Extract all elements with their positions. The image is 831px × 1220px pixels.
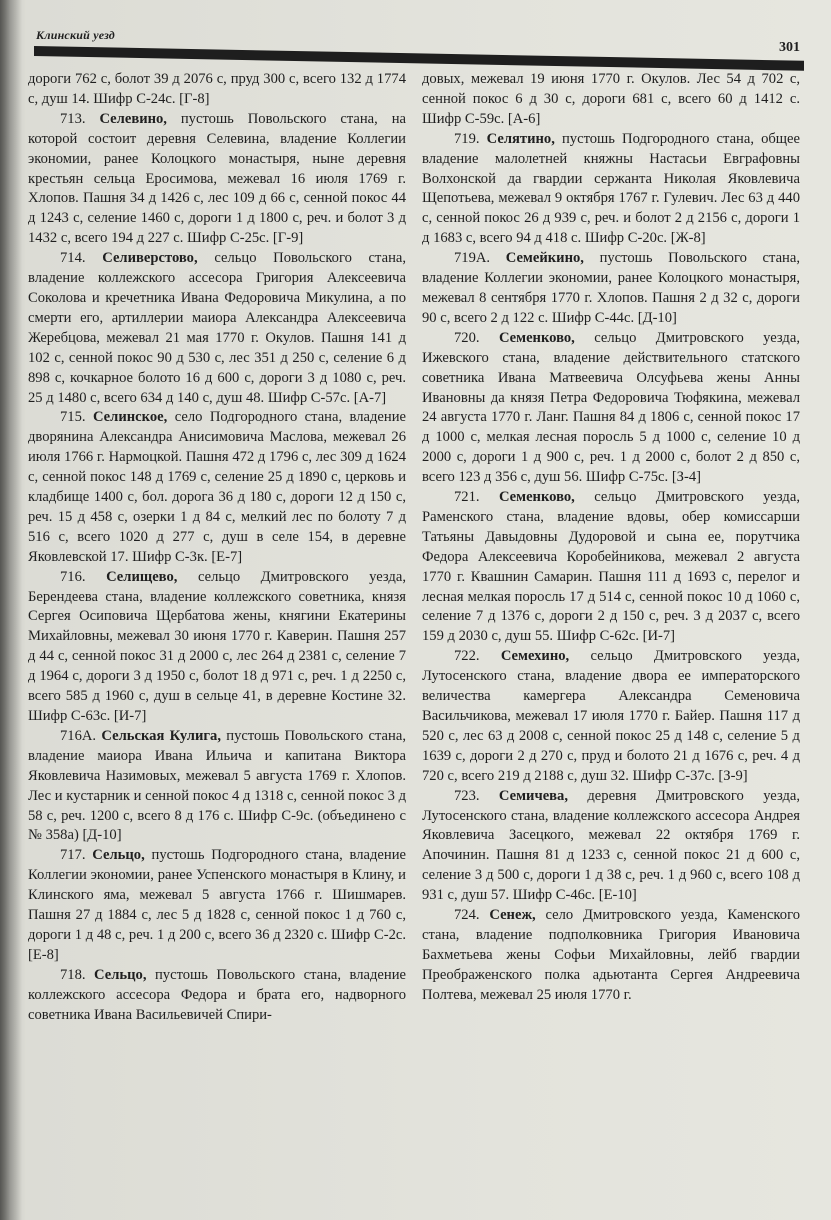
entry-name: Селятино, [486,130,555,147]
entry-number: 713. [60,110,86,127]
entry-number: 722. [454,648,480,665]
entry-name: Семенково, [498,489,575,506]
header-rule [34,46,804,71]
entry-719 [422,130,800,249]
entry-715 [28,408,406,567]
entry-name: Семейкино, [505,250,584,267]
entry-number: 716А. [60,727,97,744]
entry-number: 721. [454,489,480,506]
entry-number: 717. [60,847,86,864]
entry-number: 719. [454,130,480,147]
entry-text: пустошь Повольского стана, владение Коллегии экономии, ранее Колоцкого монастыря, межевал 8 сентября 1770 г. Хлопов. Пашня 2 д 32 с, дороги 90 с, всего 2 д 122 с. Шифр С-44с. [Д-10] [422,250,800,326]
page-number: 301 [779,40,800,55]
entry-text: пустошь Повольского стана, на которой состоит деревня Селевина, владение Коллегии экономии, ранее Колоцкого монастыря, ныне деревня крестьян сельца Еросимова, межевал 16 июля 1769 г. Хлопов. Пашня 34 д 1426 с, лес 109 д 66 с, сенной покос 44 д 1243 с, селение 1460 с, дороги 1 д 1800 с, реч. и болот 3 д 1432 с, всего 194 д 227 с. Шифр С-25с. [Г-9] [28,110,406,247]
entry-number: 718. [60,966,86,983]
entry-name: Сельская Кулига, [101,727,221,744]
gutter-shadow [0,0,22,1220]
entry-name: Семехино, [500,648,570,665]
entry-number: 719А. [454,250,491,267]
entry-number: 715. [60,409,86,426]
running-head: Клинский уезд [36,28,115,42]
entry-text: сельцо Дмитровского уезда, Раменского стана, владение вдовы, обер комиссарши Татьяны Давыдовны Дудоровой и сына ее, порутчика Федора Алексеевича Коробейникова, межевал 2 августа 1770 г. Квашнин Самарин. Пашня 111 д 1693 с, перелог и лесная мелкая поросль 17 д 514 с, сенной покос 10 д 1060 с, селение 7 д 1376 с, дороги 2 д 150 с, реч. 3 д 2037 с, всего 159 д 2030 с, душ 55. Шифр С-62с. [И-7] [422,489,800,645]
entry-text: село Дмитровского уезда, Каменского стана, владение подполковника Григория Ивановича Бахметьева жены Софьи Михайловны, лейб гвардии Преображенского полка адьютанта Сергея Андреевича Полтева, межевал 25 июля 1770 г. [422,907,800,1003]
entry-713 [28,110,406,249]
entry-text: сельцо Повольского стана, владение коллежского ассесора Григория Алексеевича Соколова и кречетника Ивана Федоровича Микулина, а по смерти его, артиллерии маиора Александра Алексеевича Жеребцова, межевал 21 мая 1770 г. Окулов. Пашня 141 д 102 с, сенной покос 90 д 530 с, лес 351 д 250 с, селение 6 д 898 с, кочкарное болото 16 д 600 с, дороги 3 д 1080 с, реч. 25 д 1480 с, всего 634 д 140 с, душ 48. Шифр С-57с. [А-7] [28,250,407,406]
entry-text: дороги 762 с, болот 39 д 2076 с, пруд 300 с, всего 132 д 1774 с, душ 14. Шифр С-24с. [Г-8] [28,71,406,107]
entry-name: Селищево, [106,568,178,585]
entry-text: пустошь Повольского стана, владение коллежского ассесора Федора и брата его, надворного советника Ивана Васильевичей Спири- [28,966,406,1023]
entry-722 [422,647,800,786]
entry-number: 724. [454,907,480,924]
entry-719A [422,249,800,329]
entry-name: Сенеж, [489,907,536,924]
entry-text: сельцо Дмитровского уезда, Берендеева стана, владение коллежского советника, князя Сергея Осиповича Щербатова жены, княгини Екатерины Михайловны, межевал 30 июня 1770 г. Каверин. Пашня 257 д 44 с, сенной покос 31 д 2000 с, лес 264 д 2381 с, селение 7 д 1964 с, дороги 3 д 1950 с, болот 18 д 971 с, реч. 1 д 2250 с, всего 585 д 1960 с, душ в сельце 41, в деревне Костине 32. Шифр С-63с. [И-7] [28,568,406,724]
page-header [34,26,804,66]
entry-cont2 [422,70,800,130]
entry-text: пустошь Повольского стана, владение маиора Ивана Ильича и капитана Виктора Яковлевича Назимовых, межевал 5 августа 1769 г. Хлопов. Лес и кустарник и сенной покос 4 д 1318 с, сенной покос 3 д 58 с, реч. 1200 с, всего 8 д 176 с. Шифр С-9с. (объединено с № 358а) [Д-10] [28,727,406,844]
entry-name: Сельцо, [94,966,147,983]
entry-text: сельцо Дмитровского уезда, Лутосенского стана, владение двора ее императорского величества камергера Александра Семеновича Васильчикова, межевал 17 июля 1770 г. Байер. Пашня 117 д 520 с, лес 63 д 2008 с, сенной покос 25 д 148 с, селение 5 д 1639 с, дороги 2 д 270 с, пруд и болото 21 д 1676 с, реч. 4 д 720 с, всего 219 д 2188 с, душ 32. Шифр С-37с. [З-9] [422,648,800,784]
entry-text: пустошь Подгородного стана, общее владение малолетней княжны Настасьи Евграфовны Волхонской да гвардии сержанта Николая Яковлевича Щепотьева, межевал 9 октября 1767 г. Гулевич. Лес 63 д 440 с, сенной покос 26 д 939 с, реч. и болот 2 д 2156 с, дороги 1 д 1683 с, всего 94 д 418 с. Шифр С-20с. [Ж-8] [422,130,800,247]
entry-cont [28,70,406,110]
entry-text: пустошь Подгородного стана, владение Коллегии экономии, ранее Успенского монастыря в Клину, и Клинского яма, межевал 5 августа 1766 г. Шишмарев. Пашня 27 д 1884 с, лес 5 д 1828 с, сенной покос 1 д 760 с, дороги 1 д 48 с, реч. 1 д 200 с, всего 36 д 2320 с. Шифр С-2с. [Е-8] [28,847,406,963]
entry-text: деревня Дмитровского уезда, Лутосенского стана, владение коллежского ассесора Андрея Яковлевича Засецкого, межевал 22 октября 1769 г. Апочинин. Пашня 81 д 1233 с, сенной покос 21 д 600 с, селение 3 д 500 с, дороги 1 д 38 с, реч. 1 д 960 с, всего 108 д 931 с, душ 57. Шифр С-46с. [Е-10] [422,787,801,904]
entry-716A [28,727,406,846]
entry-721 [422,488,800,647]
entry-name: Селинское, [92,409,168,426]
left-column [28,70,406,1026]
entry-714 [28,249,406,408]
entry-text: сельцо Дмитровского уезда, Ижевского стана, владение действительного статского советника Ивана Матвеевича Олсуфьева жены Анны Ивановны да князя Петра Федоровича Тюфякина, межевал 24 августа 1770 г. Ланг. Пашня 84 д 1806 с, сенной покос 17 д 1000 с, мелкая лесная поросль 5 д 1000 с, селение 10 д 2000 с, дороги 1 д 900 с, реч. 1 д 2000 с, болот 2 д 850 с, всего 123 д 356 с, душ 56. Шифр С-75с. [З-4] [422,329,800,486]
right-column [422,70,800,1006]
entry-716 [28,568,406,727]
entry-name: Семичева, [498,787,568,804]
entry-724 [422,906,800,1006]
entry-number: 716. [60,568,86,585]
entry-name: Сельцо, [92,847,145,864]
entry-text: довых, межевал 19 июня 1770 г. Окулов. Лес 54 д 702 с, сенной покос 6 д 30 с, дороги 681 с, всего 60 д 1412 с. Шифр С-59с. [А-6] [422,71,800,127]
entry-718 [28,966,406,1026]
entry-717 [28,846,406,965]
entry-name: Семенково, [498,329,575,346]
entry-name: Селиверстово, [102,250,198,267]
entry-number: 723. [454,787,480,804]
entry-name: Селевино, [99,110,167,127]
entry-number: 720. [454,329,480,346]
entry-number: 714. [60,250,86,267]
entry-text: село Подгородного стана, владение дворянина Александра Анисимовича Маслова, межевал 26 июля 1766 г. Нармоцкой. Пашня 472 д 1796 с, лес 309 д 1624 с, сенной покос 148 д 1769 с, селение 25 д 1890 с, церковь и кладбище 1400 с, бол. дорога 36 д 180 с, дороги 12 д 150 с, реч. 15 д 458 с, озерки 1 д 84 с, мелкий лес по болоту 7 д 516 с, всего 1020 д 277 с, душ в селе 154, в деревне Яковлевской 17. Шифр С-3к. [Е-7] [28,409,406,565]
entry-723 [422,787,800,906]
entry-720 [422,329,800,488]
